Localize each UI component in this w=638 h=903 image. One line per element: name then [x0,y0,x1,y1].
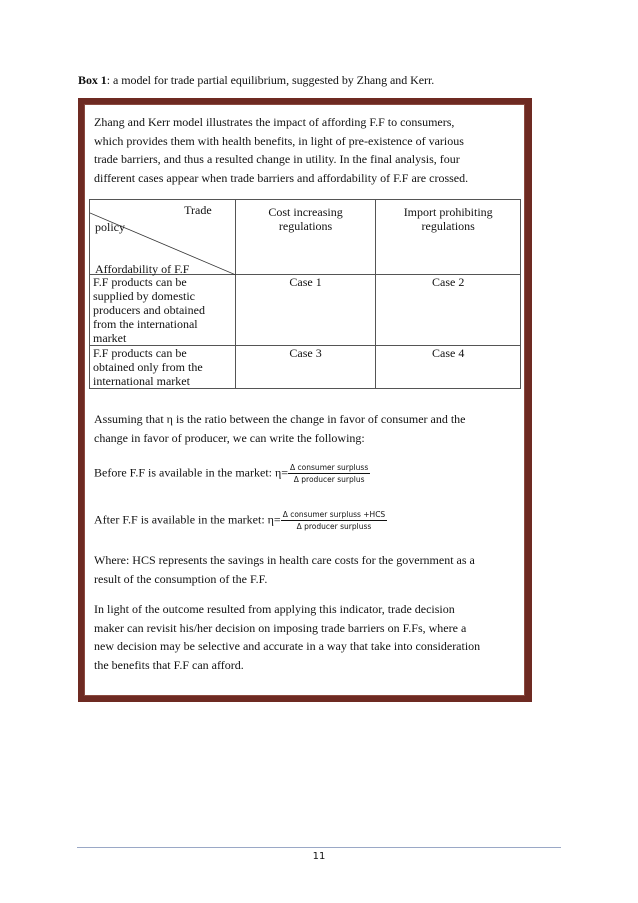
formula-after-label: After F.F is available in the market: η= [94,512,281,527]
table-row [90,346,521,389]
formula-before [94,462,370,485]
header-line: regulations [421,219,475,233]
box-caption-text: : a model for trade partial equilibrium, suggested by Zhang and Kerr. [106,73,435,87]
intro-line: which provides them with health benefits, in light of pre-existence of various [94,133,464,148]
formula-before-label: Before F.F is available in the market: η= [94,465,289,480]
numerator: Δ consumer surpluss +HCS [282,510,386,519]
fraction [281,509,388,532]
cases-table [89,199,521,389]
intro-paragraph [94,113,514,187]
corner-cell [90,200,236,275]
case-cell: Case 4 [376,346,521,389]
col-header-import-prohibiting [376,200,521,275]
table-row [90,275,521,346]
row-label: F.F products can be supplied by domestic producers and obtained from the international market [90,275,236,346]
case-cell: Case 3 [235,346,376,389]
intro-line: different cases appear when trade barriers and affordability of F.F are crossed. [94,170,469,185]
numerator: Δ consumer surpluss [290,463,369,472]
denominator: Δ producer surplus [293,475,365,484]
intro-line: Zhang and Kerr model illustrates the impact of affording F.F to consumers, [94,115,455,129]
header-line: regulations [278,219,333,233]
case-cell: Case 1 [235,275,376,346]
conclusion-paragraph: In light of the outcome resulted from applying this indicator, trade decision maker can revisit his/her decision on imposing trade barriers on F.Fs, where a new decision may be selective and accurate in a way that take into consideration the benefits that F.F can afford. [94,602,481,672]
corner-policy-label: policy [95,220,125,234]
case-cell: Case 2 [376,275,521,346]
fraction [288,462,370,485]
row-label: F.F products can be obtained only from the international market [90,346,236,389]
corner-trade-label: Trade [184,203,212,217]
intro-line: trade barriers, and thus a resulted change in utility. In the final analysis, four [94,152,460,167]
box-caption [78,73,434,88]
col-header-cost-increasing [235,200,376,275]
page-number: 11 [312,851,326,862]
table-header-row [90,200,521,275]
assumption-paragraph: Assuming that η is the ratio between the change in favor of consumer and the change in favor of producer, we can write the following: [94,412,466,445]
where-paragraph: Where: HCS represents the savings in health care costs for the government as a result of the consumption of the F.F. [94,553,475,586]
corner-affordability-label: Affordability of F.F [95,262,190,276]
header-line: Import prohibiting [403,205,493,219]
header-line: Cost increasing [268,205,343,219]
formula-after [94,509,387,532]
box-label: Box 1 [78,73,107,87]
denominator: Δ producer surpluss [296,522,372,531]
footer-divider [77,847,561,848]
